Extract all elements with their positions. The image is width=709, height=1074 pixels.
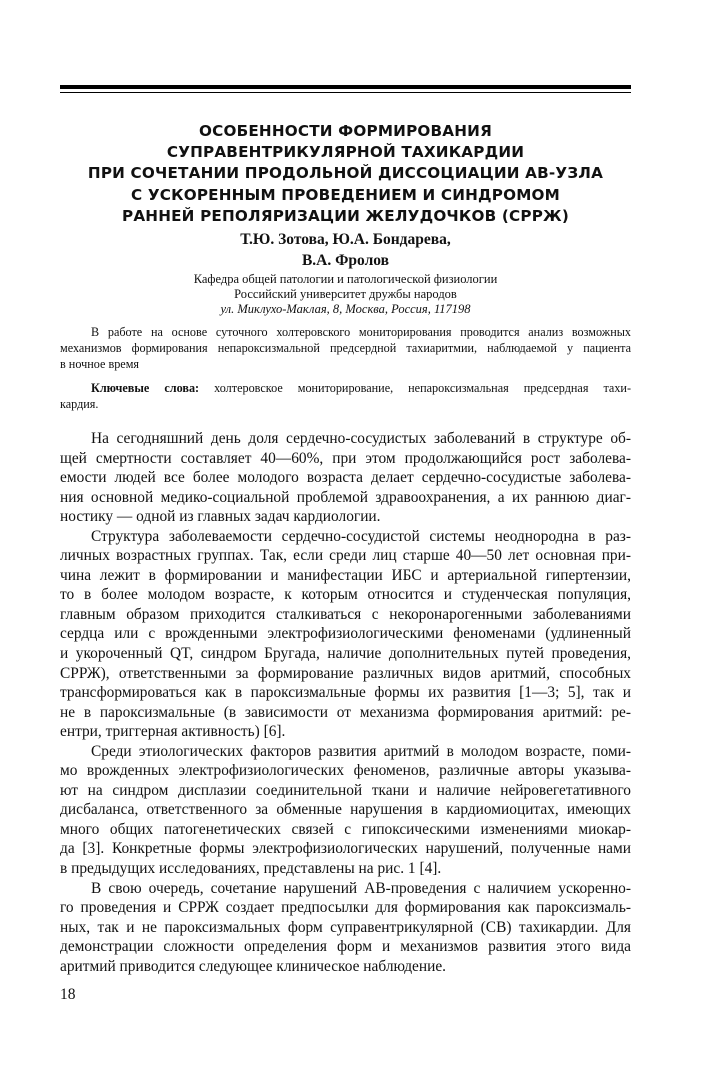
keywords-line: [60, 380, 631, 396]
paragraph-line: ентри, триггерная активность) [6].: [60, 723, 286, 741]
paragraph-line: и укороченный QT, синдром Бругада, наличие дополнительных путей проведения,: [60, 645, 631, 663]
title-line: ОСОБЕННОСТИ ФОРМИРОВАНИЯ: [199, 122, 492, 140]
abstract-line: механизмов формирования непароксизмальной предсердной тахиаритмии, наблюдаемой у пациента: [60, 341, 631, 355]
paragraph-line: ных, так и не пароксизмальных форм суправентрикулярной (СВ) тахикардии. Для: [60, 918, 631, 936]
paragraph-line: На сегодняшний день доля сердечно-сосудистых заболеваний в структуре об-: [91, 430, 631, 447]
title-line: СУПРАВЕНТРИКУЛЯРНОЙ ТАХИКАРДИИ: [166, 143, 525, 162]
paragraph-line: главным образом приходится сталкиваться с некоронарогенными заболеваниями: [60, 605, 631, 623]
title-line: С УСКОРЕННЫМ ПРОВЕДЕНИЕМ И СИНДРОМОМ: [131, 185, 560, 204]
paragraph-line: трансформироваться как в пароксизмальные формы их развития [1—3; 5], так и: [60, 684, 631, 702]
paragraph-line: много общих патогенетических связей с гипоксическими изменениями миокар-: [60, 820, 631, 838]
paragraph-line: в предыдущих исследованиях, представлены на рис. 1 [4].: [60, 860, 442, 878]
paragraph-line: личных возрастных группах. Так, если среди лиц старше 40—50 лет основная при-: [60, 547, 631, 565]
paragraph-line: СРРЖ), ответственными за формирование различных видов аритмий, способных: [60, 664, 631, 682]
affiliation-university: Российский университет дружбы народов: [234, 287, 457, 301]
keywords: [60, 380, 631, 412]
paragraph-line: не в пароксизмальные (в зависимости от механизма формирования аритмий: ре-: [60, 703, 631, 721]
abstract-line: в ночное время: [60, 357, 140, 371]
header-rule-thick: [60, 85, 631, 89]
authors-line: В.А. Фролов: [301, 252, 390, 269]
header-rule-thin: [60, 92, 631, 93]
affiliation-address: ул. Миклухо-Маклая, 8, Москва, Россия, 117198: [220, 302, 471, 316]
paragraph-line: ния основной медико-социальной проблемой здравоохранения, а их раннюю диаг-: [60, 488, 631, 506]
paragraph-line: да [3]. Конкретные формы электрофизиологических нарушений, полученные нами: [60, 840, 631, 858]
paragraph-line: мо врожденных электрофизиологических феноменов, различные авторы указыва-: [60, 762, 631, 780]
keywords-text: холтеровское мониторирование, непароксизмальная предсердная тахи-: [214, 381, 631, 395]
paragraph-line: демонстрации сложности определения форм и механизмов развития этого вида: [60, 938, 631, 956]
keywords-label: Ключевые слова:: [91, 381, 200, 395]
paragraph-line: дисбаланса, ответственного за обменные нарушения в кардиомиоцитах, имеющих: [60, 801, 631, 819]
keywords-line-continuation: кардия.: [60, 397, 99, 411]
abstract: [60, 324, 631, 372]
affiliation-department: Кафедра общей патологии и патологической физиологии: [193, 272, 498, 286]
authors: [60, 229, 631, 271]
paragraph-line: чина лежит в формировании и манифестации ИБС и артериальной гипертензии,: [60, 566, 631, 584]
paragraph-line: Среди этиологических факторов развития аритмий в молодом возрасте, поми-: [91, 742, 631, 760]
title-line: РАННЕЙ РЕПОЛЯРИЗАЦИИ ЖЕЛУДОЧКОВ (СРРЖ): [122, 206, 569, 225]
paragraph-line: ют на синдром дисплазии соединительной ткани и наличие нейровегетативного: [60, 781, 631, 799]
affiliation: [60, 272, 631, 317]
paragraph-line: то в более молодом возрасте, к которым относится и студенческая популяция,: [60, 586, 631, 604]
page-number: 18: [60, 986, 76, 1003]
paragraph-line: щей смертности составляет 40—60%, при этом продолжающийся рост заболева-: [60, 449, 631, 467]
title-line: ПРИ СОЧЕТАНИИ ПРОДОЛЬНОЙ ДИССОЦИАЦИИ АВ-УЗЛА: [87, 164, 604, 183]
article-title: [60, 121, 631, 227]
paragraph-line: емости людей все более молодого возраста делает сердечно-сосудистые заболева-: [60, 469, 631, 487]
abstract-line: В работе на основе суточного холтеровского мониторирования проводится анализ возможных: [91, 325, 631, 339]
article-body: [60, 429, 631, 976]
paragraph-line: ностику — одной из главных задач кардиологии.: [60, 508, 381, 526]
paragraph-line: сердца или с врожденными электрофизиологическими феноменами (удлиненный: [60, 625, 631, 643]
paragraph-line: аритмий приводится следующее клиническое наблюдение.: [60, 957, 447, 975]
paragraph-line: го проведения и СРРЖ создает предпосылки для формирования как пароксизмаль-: [60, 899, 631, 917]
authors-line: Т.Ю. Зотова, Ю.А. Бондарева,: [240, 231, 451, 248]
paragraph-line: Структура заболеваемости сердечно-сосудистой системы неоднородна в раз-: [91, 527, 631, 545]
paragraph-line: В свою очередь, сочетание нарушений АВ-проведения с наличием ускоренно-: [91, 879, 631, 897]
